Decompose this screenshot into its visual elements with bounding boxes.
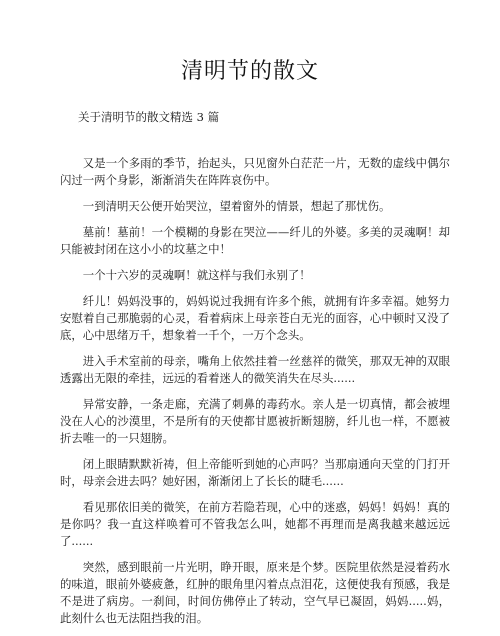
paragraph: 突然，感到眼前一片光明，睁开眼，原来是个梦。医院里依然是浸着药水的味道，眼前外婆疲惫，红肿的眼角里闪着点点泪花，这便使我有预感，我是不是进了病房。一刹间，时间仿佛停止了转动，空气早已凝固，妈妈.....妈，此刻什么也无法阻挡我的泪。: [60, 560, 450, 625]
document-body: [60, 155, 450, 636]
paragraph: 又是一个多雨的季节，抬起头，只见窗外白茫茫一片，无数的虚线中偶尔闪过一两个身影，渐渐消失在阵阵哀伤中。: [60, 156, 450, 187]
paragraph: 异常安静，一条走廊，充满了刺鼻的毒药水。亲人是一切真情，都会被埋没在人心的沙漠里，不是所有的天使都甘愿被折断翅膀，纤儿也一样，不愿被折去唯一的一只翅膀。: [60, 397, 450, 445]
paragraph: 闭上眼睛默默祈祷，但上帝能听到她的心声吗？当那扇通向天堂的门打开时，母亲会进去吗？她好困，渐渐闭上了长长的睫毛......: [60, 457, 450, 488]
paragraph: 一到清明天公便开始哭泣，望着窗外的情景，想起了那忧伤。: [82, 199, 391, 213]
paragraph: 进入手术室前的母亲，嘴角上依然挂着一丝慈祥的微笑，那双无神的双眼透露出无限的牵挂，远远的看着迷人的微笑消失在尽头......: [60, 354, 450, 385]
document-subtitle: 关于清明节的散文精选 3 篇: [78, 110, 220, 124]
paragraph: 一个十六岁的灵魂啊！就这样与我们永别了！: [82, 268, 311, 282]
document-title: 清明节的散文: [180, 59, 319, 84]
paragraph: 看见那依旧美的微笑，在前方若隐若现，心中的迷惑，妈妈！妈妈！真的是你吗？我一直这样唤着可不管我怎么叫，她都不再理而是离我越来越远远了......: [60, 500, 450, 548]
paragraph: 墓前！墓前！一个模糊的身影在哭泣——纤儿的外婆。多美的灵魂啊！却只能被封闭在这小小的坟墓之中！: [60, 225, 450, 256]
paragraph: 纤儿！妈妈没事的，妈妈说过我拥有许多个熊，就拥有许多幸福。她努力安慰着自己那脆弱的心灵，看着病床上母亲苍白无光的面容，心中顿时又没了底，心中思绪万千，想象着一千个，一万个念头。: [60, 294, 450, 342]
